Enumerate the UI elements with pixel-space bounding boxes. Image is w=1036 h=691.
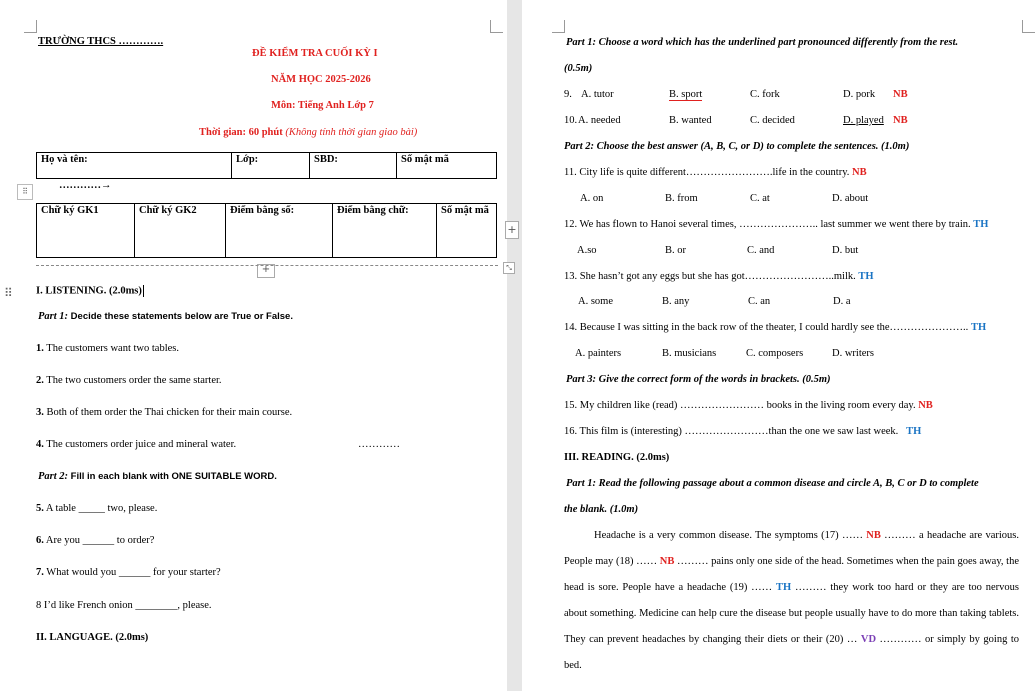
listening-part2-instruction xyxy=(38,471,277,482)
margin-corner-mark xyxy=(490,20,503,33)
margin-corner-mark xyxy=(552,20,565,33)
class-cell[interactable]: Lớp: xyxy=(232,153,310,179)
question-10-option-d: D. played xyxy=(843,115,884,126)
document-page-right xyxy=(522,0,1036,691)
question-9-level-tag: NB xyxy=(893,89,908,100)
examiner2-signature-cell[interactable]: Chữ ký GK2 xyxy=(135,204,226,258)
language-part3-instruction xyxy=(566,374,831,385)
question-14 xyxy=(564,322,986,333)
question-15 xyxy=(564,400,933,411)
question-10-option-b: B. wanted xyxy=(669,115,712,126)
question-number: 3. xyxy=(36,407,44,418)
question-text: What would you ______ for your starter? xyxy=(43,567,221,578)
language-part2-instruction xyxy=(564,141,909,152)
section-reading: III. READING. (2.0ms) xyxy=(564,452,670,463)
question-10-option-c: C. decided xyxy=(750,115,795,126)
question-12-option-d: D. but xyxy=(832,245,859,256)
question-12-option-b: B. or xyxy=(665,245,686,256)
question-5 xyxy=(36,503,157,514)
section-listening xyxy=(36,285,144,297)
examiner1-signature-cell[interactable]: Chữ ký GK1 xyxy=(37,204,135,258)
school-name: TRƯỜNG THCS …………. xyxy=(38,36,164,47)
time-label: Thời gian: 60 phút xyxy=(199,127,283,138)
question-number: 1. xyxy=(36,343,44,354)
part-label: Part 3: xyxy=(566,374,597,385)
question-13-option-c: C. an xyxy=(748,296,771,307)
part-text: Read the following passage about a common disease and circle A, B, C or D to complete xyxy=(596,478,979,489)
student-name-cell[interactable]: Họ và tên: xyxy=(37,153,232,179)
grading-table xyxy=(36,203,497,258)
question-6 xyxy=(36,535,154,546)
time-note: (Không tính thời gian giao bài) xyxy=(285,127,418,138)
reading-passage xyxy=(564,523,1019,679)
question-4-answer-dots: ………… xyxy=(358,439,400,450)
drag-grip-icon[interactable]: ⠿ xyxy=(4,286,13,300)
reading-part1-instruction xyxy=(566,478,979,489)
question-13-option-d: D. a xyxy=(833,296,851,307)
question-1 xyxy=(36,343,179,354)
passage-text: ……… a headache are various. People may (18) …… xyxy=(564,530,1019,567)
question-8: 8 I’d like French onion ________, please. xyxy=(36,600,212,611)
school-year: NĂM HỌC 2025-2026 xyxy=(271,74,371,85)
listening-part1-instruction xyxy=(38,311,293,322)
question-16 xyxy=(564,426,921,437)
question-3 xyxy=(36,407,292,418)
question-13-option-a: A. some xyxy=(578,296,613,307)
passage-text: ……… they work too hard or they are too nervous about something. Medicine can help cure the disease but people usually have to do more than taking tablets. They can prevent headaches by changing their diets or their (20) … xyxy=(564,582,1019,645)
passage-text: ………… or simply by going to bed. xyxy=(564,634,1019,671)
question-number: 7. xyxy=(36,567,44,578)
part-text: Choose the best answer (A, B, C, or D) to complete the sentences. (1.0m) xyxy=(594,141,910,152)
plus-icon[interactable]: + xyxy=(257,264,275,278)
part2-label: Part 2: xyxy=(38,471,69,482)
question-10-level-tag: NB xyxy=(893,115,908,126)
question-text: Are you ______ to order? xyxy=(43,535,155,546)
question-14-option-a: A. painters xyxy=(575,348,622,359)
question-text: 13. She hasn’t got any eggs but she has got……………………..milk. xyxy=(564,271,856,282)
level-tag: NB xyxy=(852,167,867,178)
question-text: The two customers order the same starter. xyxy=(43,375,222,386)
question-9-option-a: A. tutor xyxy=(581,89,614,100)
question-2 xyxy=(36,375,222,386)
exam-time xyxy=(199,127,417,138)
question-number: 4. xyxy=(36,439,44,450)
question-text: A table _____ two, please. xyxy=(43,503,158,514)
level-tag: TH xyxy=(970,322,987,333)
question-9-option-c: C. fork xyxy=(750,89,780,100)
question-12-option-c: C. and xyxy=(747,245,775,256)
question-11-option-b: B. from xyxy=(665,193,698,204)
drag-grip-icon[interactable]: ⠿ xyxy=(17,184,33,200)
part-label: Part 2: xyxy=(564,141,595,152)
secret-code-cell-2[interactable]: Số mật mã xyxy=(437,204,497,258)
question-9-option-b: B. sport xyxy=(669,89,703,100)
part-label: Part 1: xyxy=(566,37,597,48)
question-12-option-a: A.so xyxy=(577,245,597,256)
level-tag: NB xyxy=(659,556,675,567)
resize-icon[interactable]: ⤡ xyxy=(503,262,515,274)
question-text: 15. My children like (read) …………………… books in the living room every day. xyxy=(564,400,916,411)
margin-corner-mark xyxy=(1022,20,1035,33)
passage-text: ……… pains only one side of the head. Sometimes when the pain goes away, the head is sore. People have a headache (19) …… xyxy=(564,556,1019,593)
question-11 xyxy=(564,167,867,178)
question-14-option-b: B. musicians xyxy=(662,348,717,359)
question-11-option-a: A. on xyxy=(580,193,604,204)
question-9-number: 9. xyxy=(564,89,572,100)
reading-part1-instruction-cont: the blank. (1.0m) xyxy=(564,504,639,515)
cut-line xyxy=(36,265,498,266)
question-number: 2. xyxy=(36,375,44,386)
question-11-option-c: C. at xyxy=(750,193,770,204)
question-number: 6. xyxy=(36,535,44,546)
question-text: 14. Because I was sitting in the back row of the theater, I could hardly see the………………….. xyxy=(564,322,969,333)
language-part1-instruction xyxy=(566,37,958,48)
document-page-left xyxy=(0,0,512,691)
question-13 xyxy=(564,271,874,282)
part2-text: Fill in each blank with ONE SUITABLE WORD. xyxy=(68,471,277,482)
section-language: II. LANGUAGE. (2.0ms) xyxy=(36,632,149,643)
question-10-option-a: A. needed xyxy=(578,115,621,126)
level-tag: NB xyxy=(918,400,933,411)
level-tag: TH xyxy=(776,582,792,593)
question-12 xyxy=(564,219,988,230)
margin-corner-mark xyxy=(24,20,37,33)
candidate-number-cell[interactable]: SBD: xyxy=(310,153,397,179)
score-words-cell[interactable]: Điểm bằng chữ: xyxy=(333,204,437,258)
question-9-option-d: D. pork xyxy=(843,89,876,100)
plus-icon[interactable]: + xyxy=(505,221,519,239)
student-info-table xyxy=(36,152,497,179)
question-text: 16. This film is (interesting) ……………………than the one we saw last week. xyxy=(564,426,899,437)
part1-text: Decide these statements below are True or False. xyxy=(68,311,293,322)
passage-text: Headache is a very common disease. The symptoms (17) …… xyxy=(594,530,867,541)
exam-title: ĐỀ KIỂM TRA CUỐI KỲ I xyxy=(252,48,378,59)
subject: Môn: Tiếng Anh Lớp 7 xyxy=(271,100,374,111)
part-text: Choose a word which has the underlined part pronounced differently from the rest. xyxy=(596,37,959,48)
secret-code-cell[interactable]: Số mật mã xyxy=(397,153,497,179)
question-7 xyxy=(36,567,221,578)
question-13-option-b: B. any xyxy=(662,296,690,307)
part1-label: Part 1: xyxy=(38,311,69,322)
question-text: Both of them order the Thai chicken for their main course. xyxy=(43,407,293,418)
dots-line: …………→ xyxy=(59,180,112,191)
question-text: The customers want two tables. xyxy=(43,343,179,354)
language-part1-score: (0.5m) xyxy=(564,63,593,74)
question-text: 11. City life is quite different…………………….life in the country. xyxy=(564,167,850,178)
question-11-option-d: D. about xyxy=(832,193,869,204)
level-tag: VD xyxy=(860,634,877,645)
question-text: 12. We has flown to Hanoi several times, ………………….. last summer we went there by train. xyxy=(564,219,971,230)
score-number-cell[interactable]: Điểm bằng số: xyxy=(226,204,333,258)
section-listening-title: I. LISTENING. (2.0ms) xyxy=(36,285,142,297)
question-4 xyxy=(36,439,236,450)
question-text: The customers order juice and mineral water. xyxy=(43,439,237,450)
level-tag: TH xyxy=(973,219,989,230)
question-14-option-c: C. composers xyxy=(746,348,804,359)
level-tag: TH xyxy=(858,271,874,282)
question-10-number: 10. xyxy=(564,115,578,126)
part-text: Give the correct form of the words in brackets. (0.5m) xyxy=(596,374,831,385)
question-number: 5. xyxy=(36,503,44,514)
level-tag: NB xyxy=(866,530,881,541)
part-label: Part 1: xyxy=(566,478,597,489)
question-14-option-d: D. writers xyxy=(832,348,874,359)
level-tag: TH xyxy=(906,426,922,437)
text-cursor xyxy=(143,285,144,297)
